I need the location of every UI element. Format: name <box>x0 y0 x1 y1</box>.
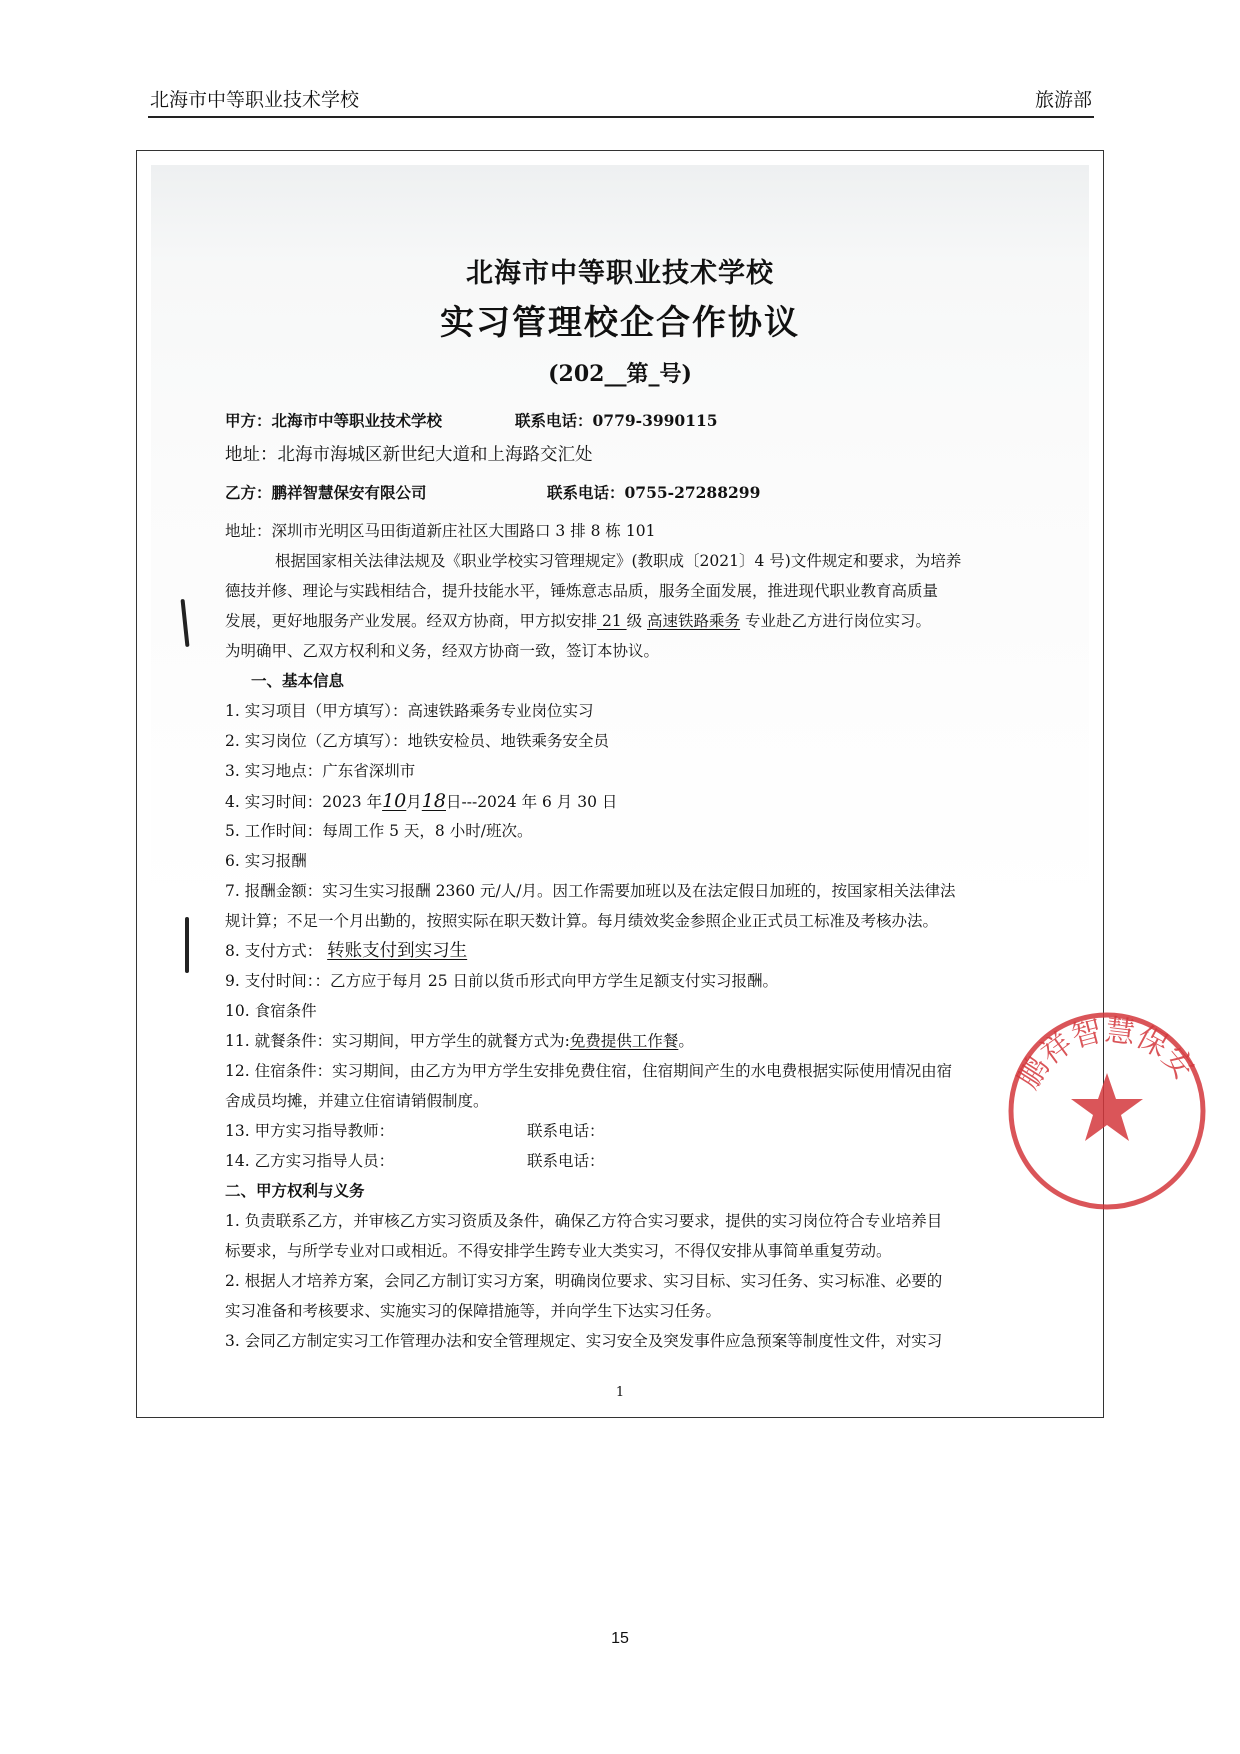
header-school: 北海市中等职业技术学校 <box>150 89 360 111</box>
intro-major: 高速铁路乘务 <box>647 612 741 630</box>
duty-3-line-1: 3. 会同乙方制定实习工作管理办法和安全管理规定、实习安全及突发事件应急预案等制度性文件，对实习 <box>225 1332 943 1350</box>
item-8-text: 8. 支付方式： <box>225 942 323 960</box>
party-a-line <box>225 411 718 431</box>
intro-grade-suffix: 级 <box>626 612 643 630</box>
inner-page-number: 1 <box>615 1385 625 1400</box>
item-8 <box>225 941 467 961</box>
party-b-phone: 联系电话：0755-27288299 <box>547 483 761 502</box>
section-party-a-duties: 二、甲方权利与义务 <box>225 1181 365 1200</box>
item-4 <box>225 791 617 812</box>
party-b-line <box>225 483 761 503</box>
item-12-line-1: 12. 住宿条件：实习期间，由乙方为甲方学生安排免费住宿，住宿期间产生的水电费根据实际使用情况由宿 <box>225 1062 953 1080</box>
item-1: 1. 实习项目（甲方填写）：高速铁路乘务专业岗位实习 <box>225 702 594 720</box>
duty-1-line-2: 标要求，与所学专业对口或相近。不得安排学生跨专业大类实习，不得仅安排从事简单重复劳动。 <box>225 1242 892 1260</box>
item-13 <box>225 1121 605 1141</box>
intro-line-2: 德技并修、理论与实践相结合，提升技能水平，锤炼意志品质，服务全面发展，推进现代职业教育高质量 <box>225 582 939 600</box>
pen-mark <box>185 917 189 973</box>
doc-title-school: 北海市中等职业技术学校 <box>466 258 774 289</box>
intro-line-4: 为明确甲、乙双方权利和义务，经双方协商一致，签订本协议。 <box>225 642 660 660</box>
item-3: 3. 实习地点：广东省深圳市 <box>225 762 416 780</box>
item-4-month-label: 月 <box>406 793 422 811</box>
doc-number: (202__第_号) <box>548 361 692 387</box>
page-number: 15 <box>611 1630 629 1647</box>
item-4-month-handwritten: 10 <box>382 790 407 812</box>
item-13-phone: 联系电话： <box>527 1122 605 1140</box>
item-14-label: 14. 乙方实习指导人员： <box>225 1152 395 1170</box>
item-4-day-handwritten: 18 <box>421 790 446 812</box>
pen-mark <box>181 599 190 647</box>
seal-star <box>1071 1073 1143 1141</box>
item-7-line-2: 规计算；不足一个月出勤的，按照实际在职天数计算。每月绩效奖金参照企业正式员工标准及考核办法。 <box>225 912 939 930</box>
item-14 <box>225 1151 605 1171</box>
item-12-line-2: 舍成员均摊，并建立住宿请销假制度。 <box>225 1092 489 1110</box>
item-4-text: 4. 实习时间：2023 年 <box>225 793 383 811</box>
intro-line-3-text: 发展，更好地服务产业发展。经双方协商，甲方拟安排 <box>225 612 598 630</box>
intro-line-1: 根据国家相关法律法规及《职业学校实习管理规定》(教职成〔2021〕4 号)文件规定和要求，为培养 <box>275 552 962 570</box>
item-4-end: 日---2024 年 6 月 30 日 <box>445 793 618 811</box>
header-department: 旅游部 <box>1034 89 1092 111</box>
duty-2-line-2: 实习准备和考核要求、实施实习的保障措施等，并向学生下达实习任务。 <box>225 1302 722 1320</box>
item-11 <box>225 1031 694 1051</box>
seal-text: 鹏祥智慧保安 <box>1011 1012 1202 1096</box>
item-9: 9. 支付时间：：乙方应于每月 25 日前以货币形式向甲方学生足额支付实习报酬。 <box>225 972 779 990</box>
party-b-name: 乙方：鹏祥智慧保安有限公司 <box>225 483 427 502</box>
scanned-document <box>136 150 1202 1418</box>
item-6: 6. 实习报酬 <box>225 852 307 870</box>
party-a-name: 甲方：北海市中等职业技术学校 <box>225 411 443 430</box>
item-11-end: 。 <box>678 1032 694 1050</box>
meal-value: 免费提供工作餐 <box>569 1032 679 1050</box>
section-basic-info: 一、基本信息 <box>251 671 345 690</box>
duty-2-line-1: 2. 根据人才培养方案，会同乙方制订实习方案，明确岗位要求、实习目标、实习任务、实习标准、必要的 <box>225 1272 943 1290</box>
item-10: 10. 食宿条件 <box>225 1002 317 1020</box>
company-seal <box>987 991 1227 1231</box>
item-2: 2. 实习岗位（乙方填写）：地铁安检员、地铁乘务安全员 <box>225 732 609 750</box>
item-5: 5. 工作时间：每周工作 5 天，8 小时/班次。 <box>225 822 533 840</box>
payment-method-value: 转账支付到实习生 <box>327 941 468 961</box>
item-14-phone: 联系电话： <box>527 1152 605 1170</box>
intro-grade: 21 <box>597 612 627 630</box>
item-11-text: 11. 就餐条件：实习期间，甲方学生的就餐方式为: <box>225 1032 570 1050</box>
party-a-address: 地址：北海市海城区新世纪大道和上海路交汇处 <box>225 445 593 465</box>
duty-1-line-1: 1. 负责联系乙方，并审核乙方实习资质及条件，确保乙方符合实习要求，提供的实习岗位符合专业培养目 <box>225 1212 943 1230</box>
intro-line-3-tail: 专业赴乙方进行岗位实习。 <box>745 612 932 630</box>
running-header <box>148 86 1094 118</box>
intro-line-3 <box>225 611 931 631</box>
item-13-label: 13. 甲方实习指导教师： <box>225 1122 395 1140</box>
party-a-phone: 联系电话：0779-3990115 <box>515 411 718 430</box>
item-7-line-1: 7. 报酬金额：实习生实习报酬 2360 元/人/月。因工作需要加班以及在法定假日加班的，按国家相关法律法 <box>225 882 956 900</box>
doc-title-main: 实习管理校企合作协议 <box>440 303 800 343</box>
scan-sheet <box>151 165 1089 1411</box>
party-b-address: 地址：深圳市光明区马田街道新庄社区大围路口 3 排 8 栋 101 <box>225 522 656 540</box>
